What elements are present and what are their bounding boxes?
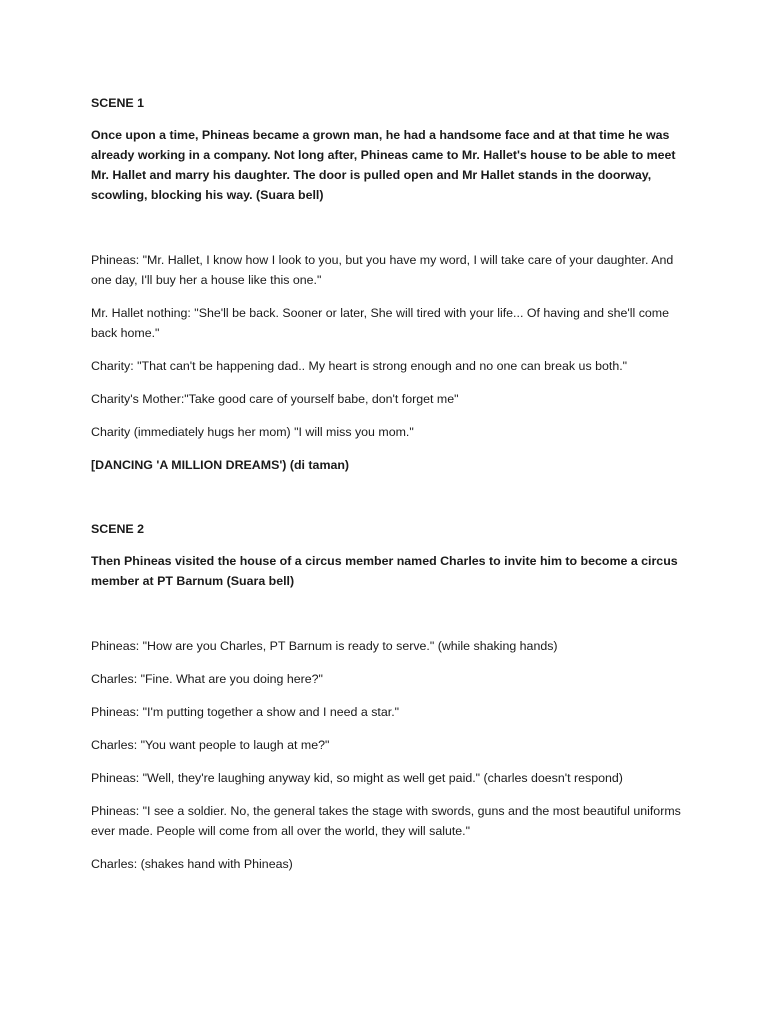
spacer bbox=[91, 475, 681, 519]
scene-1-heading: SCENE 1 bbox=[91, 96, 145, 110]
scene-2-heading: SCENE 2 bbox=[91, 522, 145, 536]
dialogue-line: Mr. Hallet nothing: "She'll be back. Sooner or later, She will tired with your life... Of having and she'll come back home." bbox=[91, 306, 670, 340]
dialogue-line: Charles: "You want people to laugh at me?" bbox=[91, 738, 330, 752]
dialogue-line: Phineas: "How are you Charles, PT Barnum is ready to serve." (while shaking hands) bbox=[91, 639, 558, 653]
dialogue-line: Charles: "Fine. What are you doing here?" bbox=[91, 672, 323, 686]
dance-cue: [DANCING 'A MILLION DREAMS') (di taman) bbox=[91, 458, 350, 472]
scene-1-narration: Once upon a time, Phineas became a grown man, he had a handsome face and at that time he was already working in a company. Not long after, Phineas came to Mr. Hallet's house to be able to meet Mr. Hallet and marry his daughter. The door is pulled open and Mr Hallet stands in the doorway, scowling, blocking his way. (Suara bell) bbox=[91, 128, 676, 202]
document-body bbox=[91, 93, 681, 887]
dialogue-line: Charity: "That can't be happening dad.. My heart is strong enough and no one can break us both." bbox=[91, 359, 628, 373]
dialogue-line: Phineas: "I'm putting together a show and I need a star." bbox=[91, 705, 400, 719]
spacer bbox=[91, 205, 681, 250]
dialogue-line: Phineas: "Well, they're laughing anyway kid, so might as well get paid." (charles doesn't respond) bbox=[91, 771, 623, 785]
scene-2-narration: Then Phineas visited the house of a circus member named Charles to invite him to become a circus member at PT Barnum (Suara bell) bbox=[91, 554, 678, 588]
dialogue-line: Charles: (shakes hand with Phineas) bbox=[91, 857, 293, 871]
dialogue-line: Charity's Mother:"Take good care of yourself babe, don't forget me" bbox=[91, 392, 459, 406]
dialogue-line: Phineas: "I see a soldier. No, the general takes the stage with swords, guns and the most beautiful uniforms ever made. People will come from all over the world, they will salute." bbox=[91, 804, 681, 838]
dialogue-line: Phineas: "Mr. Hallet, I know how I look to you, but you have my word, I will take care of your daughter. And one day, I'll buy her a house like this one." bbox=[91, 253, 674, 287]
spacer bbox=[91, 591, 681, 636]
dialogue-line: Charity (immediately hugs her mom) "I will miss you mom." bbox=[91, 425, 414, 439]
